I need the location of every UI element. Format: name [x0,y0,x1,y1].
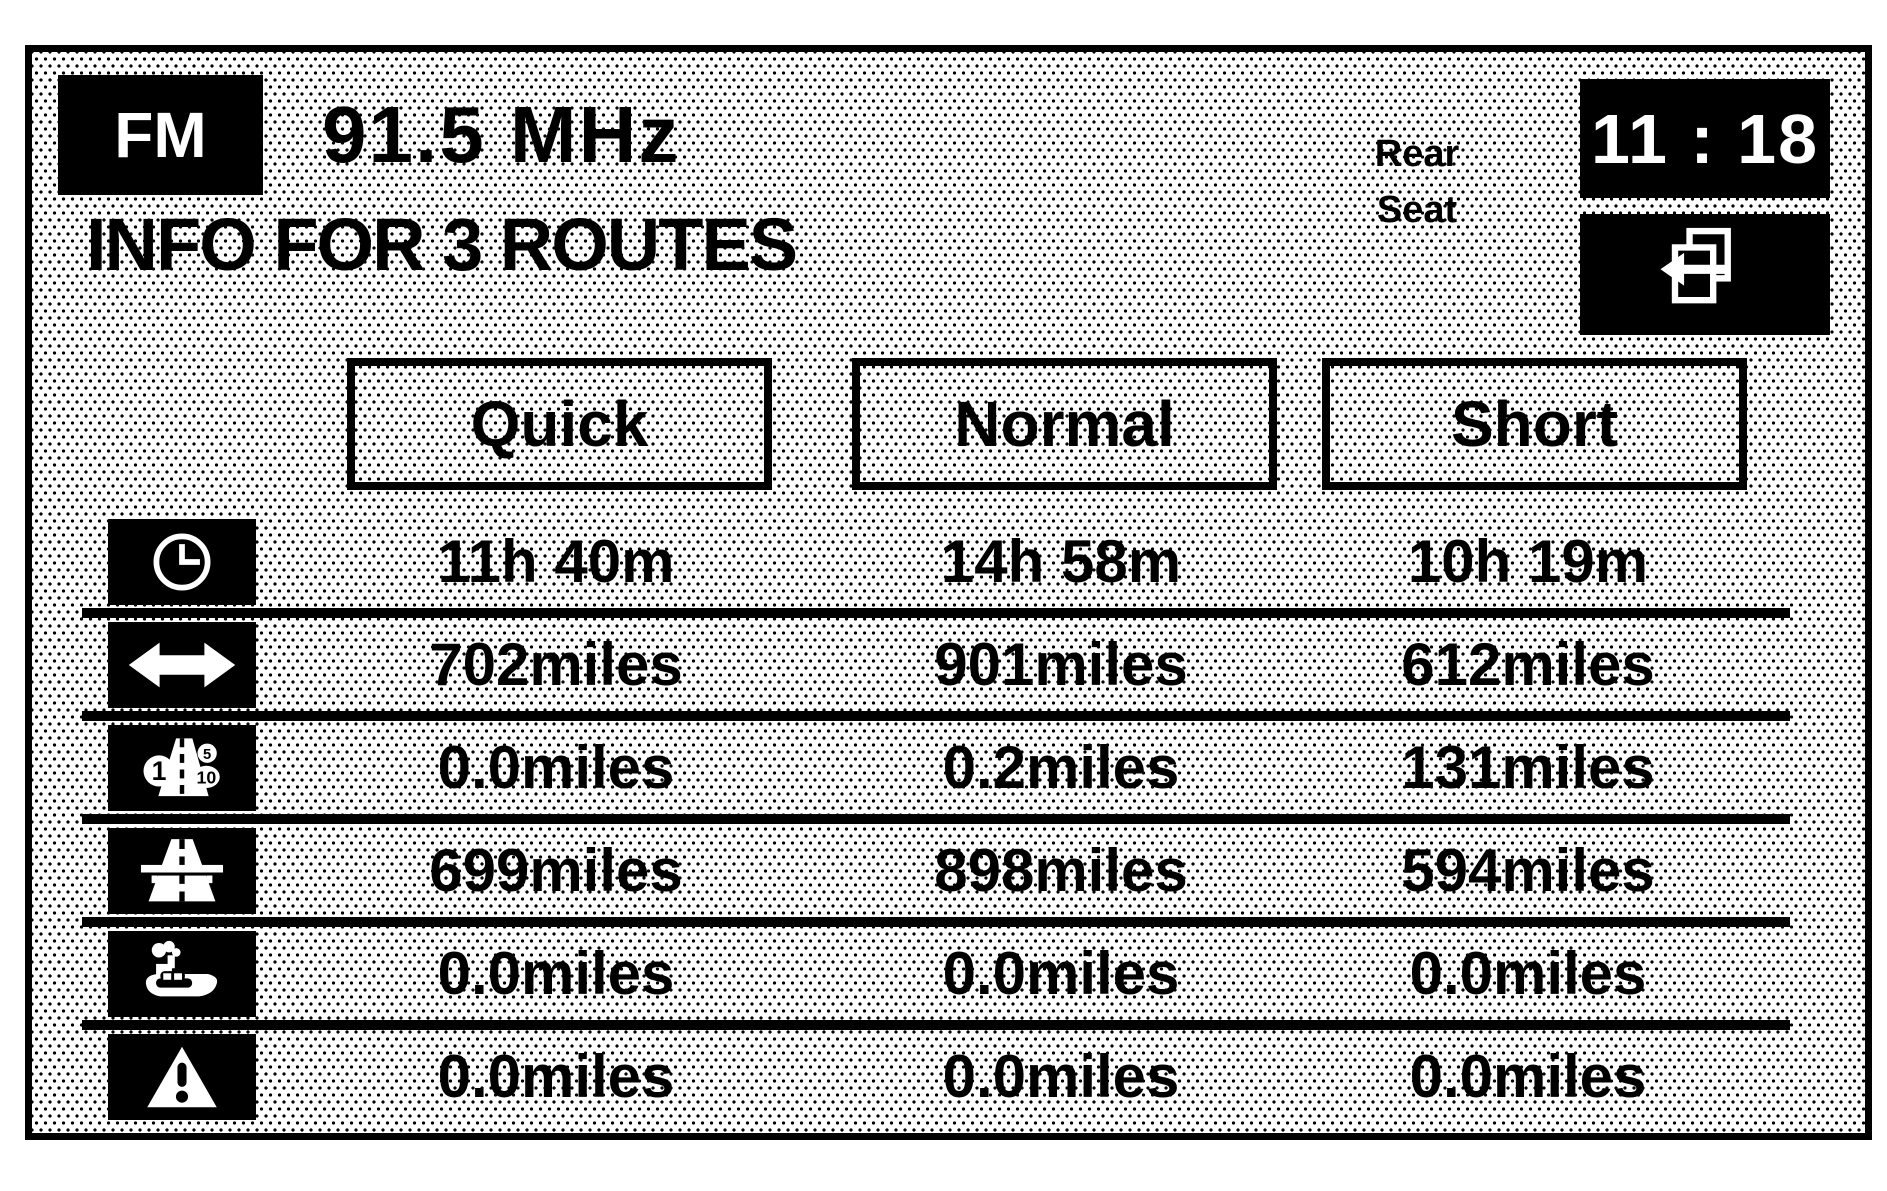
fm-band-label: FM [114,99,207,171]
table-row-caution [82,1020,1790,1123]
ferry-normal: 0.0miles [942,940,1180,1007]
svg-text:1: 1 [151,755,167,786]
table-row-ferry [82,917,1790,1020]
distance-short: 612miles [1401,631,1655,698]
time-quick: 11h 40m [437,528,675,595]
ferry-icon [108,931,256,1017]
clock-display [1580,79,1830,198]
freeway-short: 594miles [1401,837,1655,904]
ferry-short: 0.0miles [1409,940,1647,1007]
freeway-icon [108,828,256,914]
svg-text:5: 5 [203,746,212,763]
page-back-button[interactable] [1580,214,1830,335]
distance-icon [108,622,256,708]
clock-time: 11 : 18 [1590,99,1820,178]
page-back-icon [1650,222,1760,327]
rear-seat-line2: Seat [1376,189,1458,231]
toll-quick: 0.0miles [437,734,675,801]
fm-band-button[interactable] [58,75,263,195]
table-row-freeway [82,814,1790,917]
route-button-quick[interactable] [347,358,772,490]
toll-road-icon [108,725,256,811]
time-short: 10h 19m [1407,528,1649,595]
caution-normal: 0.0miles [942,1043,1180,1110]
caution-icon [108,1034,256,1120]
distance-normal: 901miles [934,631,1188,698]
route-button-normal[interactable] [852,358,1277,490]
nav-screen [25,45,1872,1140]
route-button-short[interactable] [1322,358,1747,490]
rear-seat-line1: Rear [1374,133,1460,175]
caution-quick: 0.0miles [437,1043,675,1110]
freeway-normal: 898miles [934,837,1188,904]
time-normal: 14h 58m [940,528,1182,595]
table-row-time [82,515,1790,608]
svg-text:10: 10 [196,767,217,788]
route-button-short-label: Short [1450,388,1619,460]
caution-short: 0.0miles [1409,1043,1647,1110]
table-row-distance [82,608,1790,711]
radio-frequency: 91.5 MHz [322,90,681,179]
route-button-quick-label: Quick [470,388,649,460]
freeway-quick: 699miles [429,837,683,904]
distance-quick: 702miles [429,631,683,698]
page-title: INFO FOR 3 ROUTES [86,203,797,286]
route-button-normal-label: Normal [954,388,1175,460]
ferry-quick: 0.0miles [437,940,675,1007]
toll-short: 131miles [1401,734,1655,801]
table-row-toll [82,711,1790,814]
clock-icon [108,519,256,605]
toll-normal: 0.2miles [942,734,1180,801]
rear-seat-indicator [1322,126,1512,238]
route-info-table [82,515,1790,1123]
